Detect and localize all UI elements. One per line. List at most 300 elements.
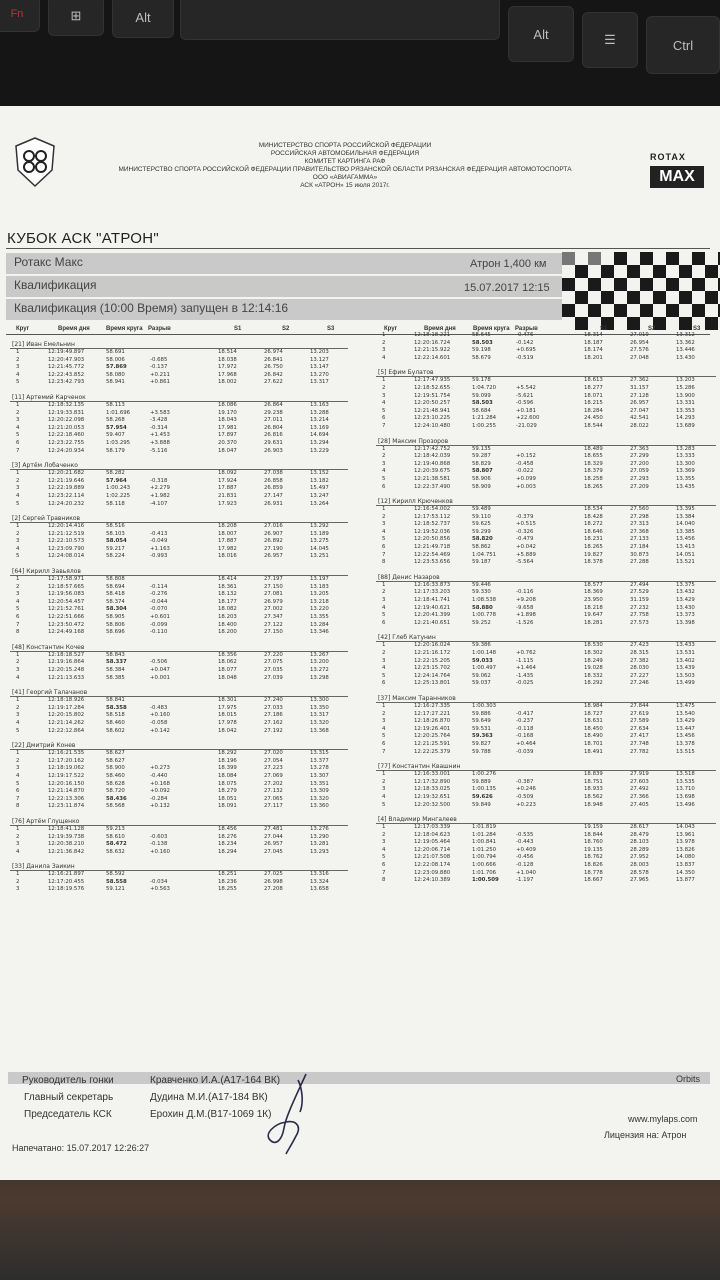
lap-number: 1 xyxy=(382,642,386,649)
lap-row xyxy=(10,553,348,561)
sector-1: 18.369 xyxy=(584,589,603,596)
lap-number: 6 xyxy=(382,483,386,490)
gap: +5.542 xyxy=(516,384,536,391)
lap-time: 58.905 xyxy=(106,614,125,621)
sector-2: 27.368 xyxy=(630,528,649,535)
lap-row xyxy=(376,771,716,779)
lap-row xyxy=(376,400,716,408)
time-of-day: 12:22:10.573 xyxy=(48,538,85,545)
lap-time: 57.869 xyxy=(106,364,127,371)
sector-3: 13.350 xyxy=(310,704,329,711)
time-of-day: 12:19:17.284 xyxy=(48,704,85,711)
sector-1: 18.491 xyxy=(584,748,603,755)
checker-square xyxy=(627,291,640,304)
sector-2: 26.864 xyxy=(264,401,283,408)
checker-square xyxy=(640,252,653,265)
sector-3: 13.430 xyxy=(676,604,695,611)
time-of-day: 12:18:18.926 xyxy=(48,697,85,704)
lap-row xyxy=(10,720,348,728)
sector-1: 18.084 xyxy=(218,772,237,779)
lap-row xyxy=(10,781,348,789)
sector-3: 13.197 xyxy=(310,576,329,583)
sector-1: 18.450 xyxy=(584,725,603,732)
sector-1: 18.933 xyxy=(584,786,603,793)
lap-time: 1:08.538 xyxy=(472,597,497,604)
sector-2: 26.859 xyxy=(264,485,283,492)
gap: -0.509 xyxy=(516,793,534,800)
sector-2: 28.022 xyxy=(630,422,649,429)
lap-time: 59.886 xyxy=(472,710,491,717)
sector-3: 14.045 xyxy=(310,545,329,552)
sector-3: 13.447 xyxy=(676,725,695,732)
lap-row xyxy=(10,372,348,380)
sheet-footer xyxy=(0,1072,720,1180)
gap: +5.889 xyxy=(516,551,536,558)
gap: -0.058 xyxy=(150,719,168,726)
driver-group xyxy=(376,573,716,628)
gap: -0.276 xyxy=(150,591,168,598)
lap-row xyxy=(376,552,716,560)
sector-2: 27.186 xyxy=(264,712,283,719)
sector-3: 13.362 xyxy=(676,339,695,346)
time-of-day: 12:23:09.880 xyxy=(414,869,451,876)
lap-number: 4 xyxy=(16,492,20,499)
sector-3: 13.496 xyxy=(676,801,695,808)
lap-time: 58.374 xyxy=(106,598,125,605)
col-s1-right: S1 xyxy=(600,326,608,332)
lap-row xyxy=(10,750,348,758)
windows-key[interactable] xyxy=(48,0,104,36)
checker-square xyxy=(575,265,588,278)
sector-3: 13.312 xyxy=(676,332,695,338)
lap-time: 1:00.497 xyxy=(472,665,497,672)
lap-number: 5 xyxy=(16,727,20,734)
sector-3: 13.698 xyxy=(676,793,695,800)
rotax-max-logo xyxy=(650,152,712,200)
sector-1: 18.562 xyxy=(584,793,603,800)
sector-1: 18.655 xyxy=(584,453,603,460)
lap-number: 2 xyxy=(382,513,386,520)
lap-row xyxy=(10,796,348,804)
sector-3: 13.346 xyxy=(310,629,329,636)
lap-row xyxy=(10,531,348,539)
time-of-day: 12:22:37.490 xyxy=(414,483,451,490)
time-of-day: 12:21:15.922 xyxy=(414,347,451,354)
lap-row xyxy=(376,741,716,749)
sector-3: 13.298 xyxy=(310,674,329,681)
lap-time: 58.006 xyxy=(106,356,125,363)
sector-1: 18.530 xyxy=(584,642,603,649)
sector-1: 18.016 xyxy=(218,553,237,560)
lap-number: 5 xyxy=(382,672,386,679)
lap-number: 6 xyxy=(382,680,386,687)
menu-key[interactable] xyxy=(582,12,638,68)
driver-name: [88] Денис Назаров xyxy=(376,573,716,582)
sector-3: 13.275 xyxy=(310,538,329,545)
ctrl-key-label: Ctrl xyxy=(672,37,694,53)
lap-time: 59.489 xyxy=(472,506,491,513)
lap-number: 1 xyxy=(16,871,20,878)
sector-1: 17.981 xyxy=(218,424,237,431)
sector-3: 13.369 xyxy=(676,468,695,475)
lap-time: 1:01.819 xyxy=(472,824,497,831)
driver-group xyxy=(10,741,348,811)
lap-time: 1:00.303 xyxy=(472,702,497,709)
lap-time: 58.679 xyxy=(472,354,491,361)
lap-number: 2 xyxy=(382,650,386,656)
raf-emblem-logo xyxy=(12,136,58,188)
lap-number: 3 xyxy=(382,786,386,793)
lap-number: 2 xyxy=(382,778,386,785)
lap-row xyxy=(376,779,716,787)
lap-number: 4 xyxy=(382,604,386,611)
gap: -0.318 xyxy=(150,477,168,484)
sector-3: 13.385 xyxy=(676,528,695,535)
lap-time: 59.135 xyxy=(472,445,491,452)
sector-1: 18.646 xyxy=(584,528,603,535)
lap-number: 8 xyxy=(382,559,386,566)
menu-icon: ☰ xyxy=(604,32,616,47)
sector-3: 13.413 xyxy=(676,544,695,551)
lap-row xyxy=(376,862,716,870)
sector-3: 13.292 xyxy=(310,523,329,530)
lap-row xyxy=(376,847,716,855)
sector-1: 18.174 xyxy=(584,347,603,354)
lap-row xyxy=(376,839,716,847)
sector-3: 13.270 xyxy=(310,371,329,378)
lap-row xyxy=(376,718,716,726)
time-of-day: 12:19:49.897 xyxy=(48,349,85,355)
sector-1: 18.727 xyxy=(584,710,603,717)
lap-row xyxy=(10,432,348,440)
gap: -0.379 xyxy=(516,513,534,520)
sector-3: 13.961 xyxy=(676,831,695,838)
lap-time: 58.516 xyxy=(106,523,125,530)
lap-row xyxy=(376,355,716,363)
alt-key-right[interactable] xyxy=(508,6,574,62)
time-of-day: 12:23:11.874 xyxy=(48,803,85,810)
lap-number: 5 xyxy=(382,612,386,619)
lap-number: 1 xyxy=(16,750,20,757)
ctrl-key[interactable] xyxy=(646,16,720,74)
lap-number: 4 xyxy=(16,598,20,605)
gap: +9.208 xyxy=(516,597,536,604)
lap-number: 3 xyxy=(382,460,386,467)
gap: -0.168 xyxy=(516,733,534,740)
lap-number: 5 xyxy=(16,432,20,439)
lap-number: 8 xyxy=(16,803,20,810)
lap-row xyxy=(10,357,348,365)
lap-number: 5 xyxy=(16,500,20,507)
lap-number: 1 xyxy=(382,581,386,588)
lap-time: 1:01.284 xyxy=(472,831,497,838)
time-of-day: 12:24:20.232 xyxy=(48,500,85,507)
lap-number: 1 xyxy=(16,470,20,477)
gap: +0.601 xyxy=(150,614,170,621)
lap-row xyxy=(376,393,716,401)
lap-row xyxy=(376,536,716,544)
time-of-day: 12:20:16.150 xyxy=(48,780,85,787)
time-of-day: 12:19:26.401 xyxy=(414,725,451,732)
director-name: Кравченко И.А.(А17-164 ВК) xyxy=(150,1075,281,1086)
time-of-day: 12:18:32.135 xyxy=(48,401,85,408)
sector-3: 13.351 xyxy=(310,780,329,787)
sector-2: 27.494 xyxy=(630,581,649,588)
lap-number: 3 xyxy=(382,521,386,528)
sector-1: 18.701 xyxy=(584,740,603,747)
time-of-day: 12:22:19.889 xyxy=(48,485,85,492)
lap-time: 58.592 xyxy=(106,871,125,878)
lap-number: 7 xyxy=(16,795,20,802)
sector-1: 18.277 xyxy=(584,384,603,391)
lap-row xyxy=(10,841,348,849)
sector-3: 13.205 xyxy=(310,591,329,598)
lap-time: 57.954 xyxy=(106,424,127,431)
sector-1: 18.948 xyxy=(584,801,603,808)
sector-3: 13.290 xyxy=(310,833,329,840)
time-of-day: 12:23:50.472 xyxy=(48,621,85,628)
sector-3: 13.398 xyxy=(676,619,695,626)
sector-2: 27.481 xyxy=(264,825,283,832)
gap: -0.137 xyxy=(150,364,168,371)
lap-row xyxy=(376,446,716,454)
sector-2: 28.315 xyxy=(630,650,649,656)
sector-1: 21.831 xyxy=(218,492,237,499)
sector-3: 13.251 xyxy=(310,553,329,560)
gap: -0.443 xyxy=(516,839,534,846)
sector-2: 26.979 xyxy=(264,598,283,605)
time-of-day: 12:18:41.741 xyxy=(414,597,451,604)
windows-icon: ⊞ xyxy=(70,8,82,23)
header-line: ООО «АВИАГАММА» xyxy=(312,174,378,181)
col-gap: Разрыв xyxy=(148,326,171,332)
sector-1: 18.329 xyxy=(584,460,603,467)
lap-number: 3 xyxy=(16,364,20,371)
sector-2: 27.133 xyxy=(630,536,649,543)
lap-number: 7 xyxy=(382,422,386,429)
sector-3: 13.283 xyxy=(676,445,695,452)
sector-3: 13.182 xyxy=(310,477,329,484)
lap-time: 58.224 xyxy=(106,553,125,560)
lap-time: 59.788 xyxy=(472,748,491,755)
lap-time: 59.625 xyxy=(472,521,491,528)
time-of-day: 12:17:20.455 xyxy=(48,878,85,885)
alt-key-left[interactable] xyxy=(112,0,174,38)
sector-1: 18.456 xyxy=(218,825,237,832)
sector-2: 27.016 xyxy=(264,523,283,530)
sector-2: 26.957 xyxy=(630,400,649,407)
sector-3: 13.355 xyxy=(310,614,329,621)
time-of-day: 12:20:50.257 xyxy=(414,400,451,407)
sector-1: 18.196 xyxy=(218,757,237,764)
sector-1: 18.760 xyxy=(584,839,603,846)
lap-row xyxy=(10,886,348,894)
sector-2: 26.974 xyxy=(264,349,283,355)
lap-row xyxy=(376,658,716,666)
lap-number: 1 xyxy=(16,523,20,530)
checker-square xyxy=(562,304,575,317)
driver-group xyxy=(10,461,348,508)
time-of-day: 12:20:14.416 xyxy=(48,523,85,530)
gap: -1.197 xyxy=(516,877,534,884)
lap-number: 4 xyxy=(16,719,20,726)
time-of-day: 12:22:15.205 xyxy=(414,657,451,664)
sector-1: 18.249 xyxy=(584,657,603,664)
sector-1: 19.028 xyxy=(584,665,603,672)
spacebar[interactable] xyxy=(180,0,500,40)
gap: -0.025 xyxy=(516,680,534,687)
lap-row xyxy=(10,440,348,448)
gap: -5.116 xyxy=(150,447,168,454)
lap-number: 3 xyxy=(16,712,20,719)
lap-row xyxy=(10,478,348,486)
lap-row xyxy=(376,794,716,802)
gap: +1.040 xyxy=(516,869,536,876)
alt-key-left-label: Alt xyxy=(135,9,151,25)
sector-3: 13.456 xyxy=(676,733,695,740)
sector-2: 27.347 xyxy=(264,614,283,621)
sector-2: 26.841 xyxy=(264,356,283,363)
lap-row xyxy=(10,584,348,592)
lap-time: 59.099 xyxy=(472,392,491,399)
sector-2: 27.246 xyxy=(630,680,649,687)
time-of-day: 12:24:49.168 xyxy=(48,629,85,636)
col-s3-right: S3 xyxy=(693,326,701,332)
gap: +0.273 xyxy=(150,765,170,772)
lap-number: 4 xyxy=(382,793,386,800)
gap: -0.535 xyxy=(516,831,534,838)
time-of-day: 12:20:50.856 xyxy=(414,536,451,543)
time-of-day: 12:19:51.754 xyxy=(414,392,451,399)
chair-label: Председатель КСК xyxy=(24,1109,112,1120)
sector-1: 17.972 xyxy=(218,364,237,371)
lap-time: 58.304 xyxy=(106,606,127,613)
col-s3: S3 xyxy=(327,326,335,332)
sector-2: 27.232 xyxy=(630,604,649,611)
gap: +0.152 xyxy=(516,453,536,460)
sector-3: 13.710 xyxy=(676,786,695,793)
gap: +1.898 xyxy=(516,612,536,619)
gap: -0.596 xyxy=(516,400,534,407)
lap-time: 59.407 xyxy=(106,432,125,439)
driver-name: [42] Глеб Катунин xyxy=(376,633,716,642)
lap-number: 1 xyxy=(16,349,20,355)
sector-1: 18.279 xyxy=(218,788,237,795)
lap-row xyxy=(376,703,716,711)
gap: +0.042 xyxy=(516,544,536,551)
sector-3: 13.300 xyxy=(676,460,695,467)
time-of-day: 12:22:43.852 xyxy=(48,371,85,378)
lap-time: 58.696 xyxy=(106,629,125,636)
lap-row xyxy=(376,347,716,355)
gap: +0.762 xyxy=(516,650,536,656)
sector-2: 27.162 xyxy=(264,719,283,726)
sector-2: 28.578 xyxy=(630,869,649,876)
sector-1: 17.924 xyxy=(218,477,237,484)
gap: +3.583 xyxy=(150,409,170,416)
sector-3: 13.218 xyxy=(310,598,329,605)
lap-time: 1:00.135 xyxy=(472,786,497,793)
lap-row xyxy=(376,506,716,514)
lap-row xyxy=(10,849,348,857)
sector-1: 18.332 xyxy=(584,672,603,679)
lap-row xyxy=(376,377,716,385)
sector-2: 27.952 xyxy=(630,854,649,861)
fn-key[interactable] xyxy=(0,0,40,32)
session-name: Квалификация xyxy=(14,278,97,292)
lap-row xyxy=(10,728,348,736)
lap-row xyxy=(376,484,716,492)
time-of-day: 12:17:58.971 xyxy=(48,576,85,583)
sector-2: 27.039 xyxy=(264,674,283,681)
lap-number: 5 xyxy=(16,780,20,787)
time-of-day: 12:16:33.001 xyxy=(414,771,451,778)
sector-1: 17.978 xyxy=(218,719,237,726)
col-lap-time: Время круга xyxy=(106,326,143,332)
lap-row xyxy=(10,773,348,781)
max-text: MAX xyxy=(650,166,704,188)
col-time-of-day-right: Время дня xyxy=(424,326,456,332)
time-of-day: 12:16:54.002 xyxy=(414,506,451,513)
sector-1: 18.236 xyxy=(218,878,237,885)
time-of-day: 12:21:25.591 xyxy=(414,740,451,747)
lap-number: 2 xyxy=(16,757,20,764)
start-band xyxy=(6,299,562,320)
sector-1: 18.762 xyxy=(584,854,603,861)
driver-name: [22] Дмитрий Конев xyxy=(10,741,348,750)
sector-2: 42.541 xyxy=(630,415,649,422)
time-of-day: 12:25:13.801 xyxy=(414,680,451,687)
license-text: Лицензия на: Атрон xyxy=(604,1130,687,1140)
time-of-day: 12:21:40.651 xyxy=(414,619,451,626)
sector-1: 18.292 xyxy=(584,680,603,687)
lap-number: 6 xyxy=(382,544,386,551)
alt-key-right-label: Alt xyxy=(533,26,549,42)
time-of-day: 12:20:38.210 xyxy=(48,841,85,848)
lap-row xyxy=(376,461,716,469)
lap-time: 58.632 xyxy=(106,848,125,855)
gap: -0.413 xyxy=(150,530,168,537)
lap-time: 59.889 xyxy=(472,778,491,785)
time-of-day: 12:19:39.738 xyxy=(48,833,85,840)
lap-number: 7 xyxy=(382,551,386,558)
lap-row xyxy=(10,675,348,683)
lap-row xyxy=(376,673,716,681)
sector-1: 19.159 xyxy=(584,824,603,831)
gap: -0.387 xyxy=(516,778,534,785)
sector-3: 13.147 xyxy=(310,364,329,371)
lap-number: 1 xyxy=(16,576,20,583)
lap-time: 59.363 xyxy=(472,733,493,740)
lap-number: 4 xyxy=(382,468,386,475)
sector-1: 18.826 xyxy=(584,862,603,869)
sector-1: 18.265 xyxy=(584,483,603,490)
gap: +0.515 xyxy=(516,521,536,528)
gap: -1.115 xyxy=(516,657,534,664)
sector-1: 18.258 xyxy=(584,475,603,482)
lap-time: 1:00.243 xyxy=(106,485,131,492)
time-of-day: 12:18:26.870 xyxy=(414,718,451,725)
lap-row xyxy=(10,417,348,425)
sector-3: 13.320 xyxy=(310,719,329,726)
lap-row xyxy=(10,614,348,622)
lap-time: 58.418 xyxy=(106,591,125,598)
gap: +0.132 xyxy=(150,803,170,810)
sector-2: 27.025 xyxy=(264,871,283,878)
sector-2: 27.038 xyxy=(264,470,283,477)
lap-time: 58.627 xyxy=(106,750,125,757)
lap-row xyxy=(376,468,716,476)
